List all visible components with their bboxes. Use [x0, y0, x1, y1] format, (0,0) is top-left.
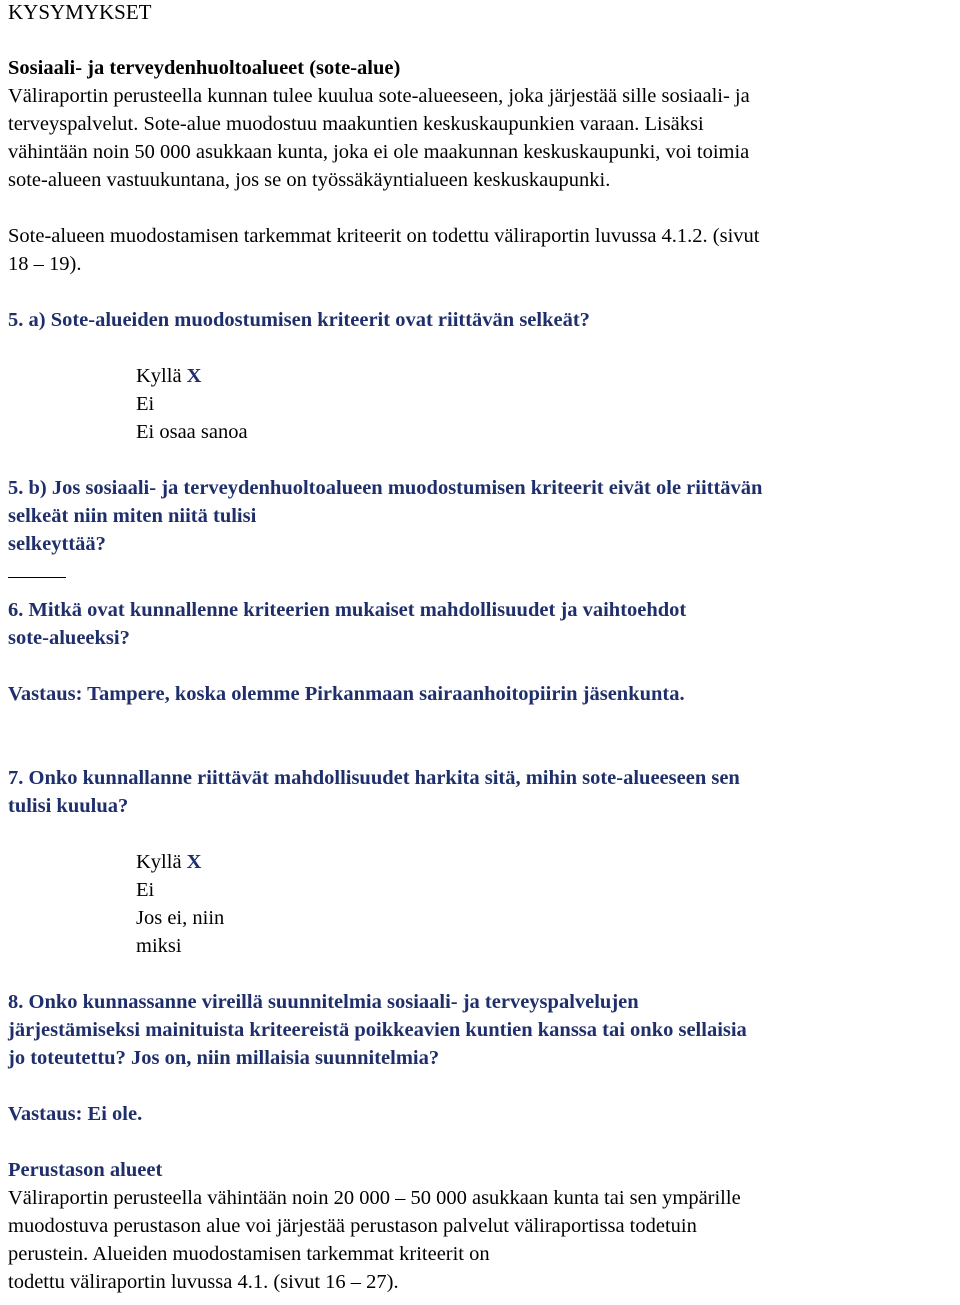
reference-line: 18 – 19). — [8, 253, 82, 275]
question-8-line: 8. Onko kunnassanne vireillä suunnitelmia sosiaali- ja terveyspalvelujen — [8, 991, 639, 1013]
question-6-line: 6. Mitkä ovat kunnallenne kriteerien mukaiset mahdollisuudet ja vaihtoehdot — [8, 599, 687, 621]
answer-blank-line — [8, 561, 66, 578]
selected-mark: X — [186, 365, 202, 387]
section-heading-sote: Sosiaali- ja terveydenhuoltoalueet (sote-alue) — [8, 57, 401, 79]
paragraph-line: Väliraportin perusteella vähintään noin 20 000 – 50 000 asukkaan kunta tai sen ympärille — [8, 1187, 741, 1209]
answer-8: Vastaus: Ei ole. — [8, 1103, 143, 1125]
option-ei[interactable]: Ei — [136, 879, 155, 901]
paragraph-line: todettu väliraportin luvussa 4.1. (sivut 16 – 27). — [8, 1271, 399, 1293]
reference-line: Sote-alueen muodostamisen tarkemmat kriteerit on todettu väliraportin luvussa 4.1.2. (sivut — [8, 225, 760, 247]
option-label: Kyllä — [136, 365, 182, 387]
paragraph-line: sote-alueen vastuukuntana, jos se on työssäkäyntialueen keskuskaupunki. — [8, 169, 611, 191]
question-8-line: jo toteutettu? Jos on, niin millaisia suunnitelmia? — [8, 1047, 440, 1069]
document-page — [8, 0, 958, 1296]
question-5a: 5. a) Sote-alueiden muodostumisen kriteerit ovat riittävän selkeät? — [8, 309, 590, 331]
question-5b-line: 5. b) Jos sosiaali- ja terveydenhuoltoalueen muodostumisen kriteerit eivät ole riittävän — [8, 477, 763, 499]
answer-6: Vastaus: Tampere, koska olemme Pirkanmaan sairaanhoitopiirin jäsenkunta. — [8, 683, 685, 705]
document-title: KYSYMYKSET — [8, 0, 152, 24]
question-7-line: 7. Onko kunnallanne riittävät mahdollisuudet harkita sitä, mihin sote-alueeseen sen — [8, 767, 740, 789]
question-5b-line: selkeät niin miten niitä tulisi — [8, 505, 257, 527]
option-kylla[interactable] — [8, 362, 958, 390]
paragraph-line: vähintään noin 50 000 asukkaan kunta, joka ei ole maakunnan keskuskaupunki, voi toimia — [8, 141, 750, 163]
question-8-line: järjestämiseksi mainituista kriteereistä poikkeavien kuntien kanssa tai onko sellaisia — [8, 1019, 747, 1041]
question-5b-line: selkeyttää? — [8, 533, 106, 555]
section-heading-perustaso: Perustason alueet — [8, 1159, 163, 1181]
paragraph-line: muodostuva perustason alue voi järjestää perustason palvelut väliraportissa todetuin — [8, 1215, 697, 1237]
option-ei-osaa-sanoa[interactable]: Ei osaa sanoa — [136, 421, 248, 443]
question-6-line: sote-alueeksi? — [8, 627, 130, 649]
option-miksi: miksi — [136, 935, 182, 957]
selected-mark: X — [186, 851, 202, 873]
paragraph-line: perustein. Alueiden muodostamisen tarkemmat kriteerit on — [8, 1243, 490, 1265]
option-label: Kyllä — [136, 851, 182, 873]
option-kylla[interactable] — [8, 848, 958, 876]
option-jos-ei-niin[interactable]: Jos ei, niin — [136, 907, 225, 929]
option-ei[interactable]: Ei — [136, 393, 155, 415]
question-7-line: tulisi kuulua? — [8, 795, 129, 817]
answer-blank[interactable] — [8, 558, 958, 586]
paragraph-line: Väliraportin perusteella kunnan tulee kuulua sote-alueeseen, joka järjestää sille sosiaali- ja — [8, 85, 750, 107]
paragraph-line: terveyspalvelut. Sote-alue muodostuu maakuntien keskuskaupunkien varaan. Lisäksi — [8, 113, 704, 135]
